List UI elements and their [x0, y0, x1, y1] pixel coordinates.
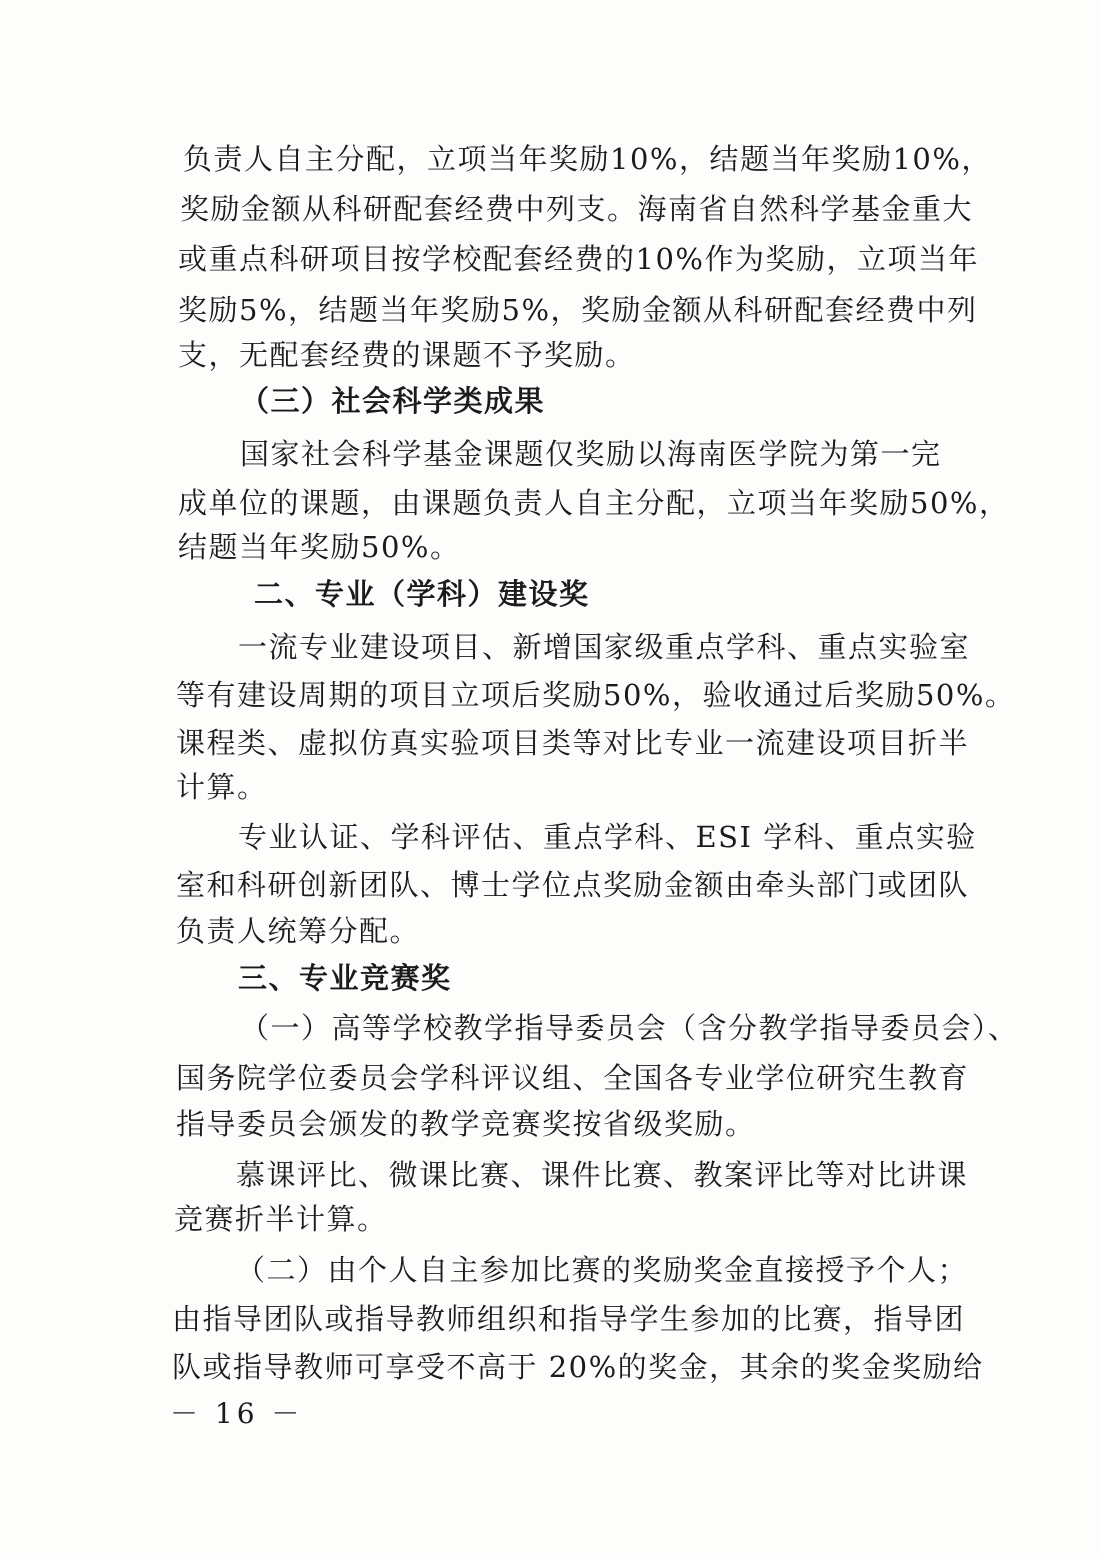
- text-line-26: 队或指导教师可享受不高于 20%的奖金，其余的奖金奖励给: [172, 1350, 984, 1384]
- text-line-12: 等有建设周期的项目立项后奖励50%，验收通过后奖励50%。: [176, 678, 1016, 712]
- text-line-13: 课程类、虚拟仿真实验项目类等对比专业一流建设项目折半: [176, 726, 970, 760]
- text-line-1: 负责人自主分配，立项当年奖励10%，结题当年奖励10%，: [183, 142, 992, 176]
- text-line-17: 负责人统筹分配。: [176, 914, 421, 948]
- text-line-20: 国务院学位委员会学科评议组、全国各专业学位研究生教育: [176, 1061, 970, 1095]
- text-line-3: 或重点科研项目按学校配套经费的10%作为奖励，立项当年: [178, 242, 979, 276]
- text-line-4: 奖励5%，结题当年奖励5%，奖励金额从科研配套经费中列: [178, 293, 978, 327]
- text-line-5: 支，无配套经费的课题不予奖励。: [178, 338, 636, 372]
- text-line-2: 奖励金额从科研配套经费中列支。海南省自然科学基金重大: [180, 192, 974, 226]
- text-line-7: 国家社会科学基金课题仅奖励以海南医学院为第一完: [240, 437, 942, 471]
- section-heading-competition: 三、专业竞赛奖: [238, 961, 452, 995]
- text-line-14: 计算。: [176, 770, 268, 804]
- text-line-25: 由指导团队或指导教师组织和指导学生参加的比赛，指导团: [172, 1302, 966, 1336]
- text-line-11: 一流专业建设项目、新增国家级重点学科、重点实验室: [238, 630, 971, 664]
- text-line-23: 竞赛折半计算。: [174, 1202, 388, 1236]
- text-line-8: 成单位的课题，由课题负责人自主分配，立项当年奖励50%，: [178, 486, 1010, 520]
- section-heading-social-science: （三）社会科学类成果: [240, 384, 546, 418]
- text-line-22: 慕课评比、微课比赛、课件比赛、教案评比等对比讲课: [236, 1158, 969, 1192]
- text-line-15: 专业认证、学科评估、重点学科、ESI 学科、重点实验: [238, 820, 977, 854]
- text-line-24: （二）由个人自主参加比赛的奖励奖金直接授予个人；: [236, 1253, 969, 1287]
- text-line-9: 结题当年奖励50%。: [178, 530, 461, 564]
- text-line-21: 指导委员会颁发的教学竞赛奖按省级奖励。: [176, 1107, 756, 1141]
- text-line-19: （一）高等学校教学指导委员会（含分教学指导委员会）、: [240, 1011, 1019, 1045]
- page-number: － 16 －: [170, 1397, 304, 1430]
- text-line-16: 室和科研创新团队、博士学位点奖励金额由牵头部门或团队: [176, 868, 970, 902]
- section-heading-discipline-construction: 二、专业（学科）建设奖: [254, 577, 590, 611]
